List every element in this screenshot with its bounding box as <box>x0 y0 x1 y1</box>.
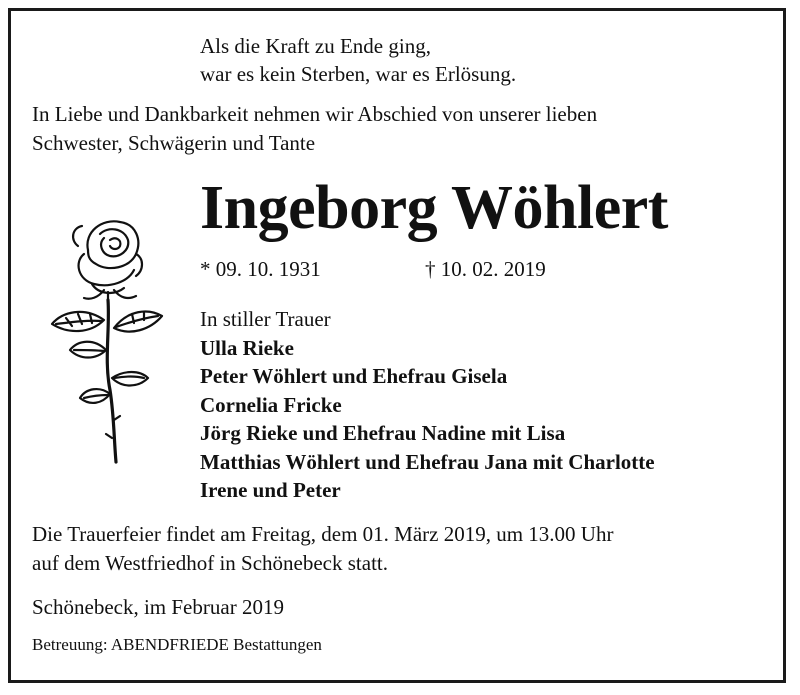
mourner-name: Peter Wöhlert und Ehefrau Gisela <box>200 364 508 388</box>
motto-line: war es kein Sterben, war es Erlösung. <box>200 62 517 86</box>
mourner-name: Ulla Rieke <box>200 335 294 360</box>
mourners-list <box>200 305 655 505</box>
intro-line: In Liebe und Dankbarkeit nehmen wir Abschied von unserer lieben <box>32 102 598 126</box>
motto-line: Als die Kraft zu Ende ging, <box>200 34 431 58</box>
service-line: auf dem Westfriedhof in Schönebeck statt. <box>32 551 388 575</box>
intro-text <box>32 100 772 158</box>
birth-date: * 09. 10. 1931 <box>200 257 321 281</box>
mourner-name: Jörg Rieke und Ehefrau Nadine mit Lisa <box>200 421 566 445</box>
death-date: † 10. 02. 2019 <box>425 257 546 281</box>
deceased-name: Ingeborg Wöhlert <box>200 174 668 242</box>
mourner-name: Irene und Peter <box>200 478 341 502</box>
rose-icon <box>44 210 180 470</box>
motto <box>200 32 516 88</box>
service-info <box>32 520 772 578</box>
mourner-name: Matthias Wöhlert und Ehefrau Jana mit Charlotte <box>200 449 655 474</box>
mourner-name: Cornelia Fricke <box>200 392 342 417</box>
place-date: Schönebeck, im Februar 2019 <box>32 595 284 619</box>
undertaker-credit: Betreuung: ABENDFRIEDE Bestattungen <box>32 635 322 654</box>
mourners-lead: In stiller Trauer <box>200 307 331 331</box>
service-line: Die Trauerfeier findet am Freitag, dem 01. März 2019, um 13.00 Uhr <box>32 522 614 546</box>
intro-line: Schwester, Schwägerin und Tante <box>32 131 316 155</box>
